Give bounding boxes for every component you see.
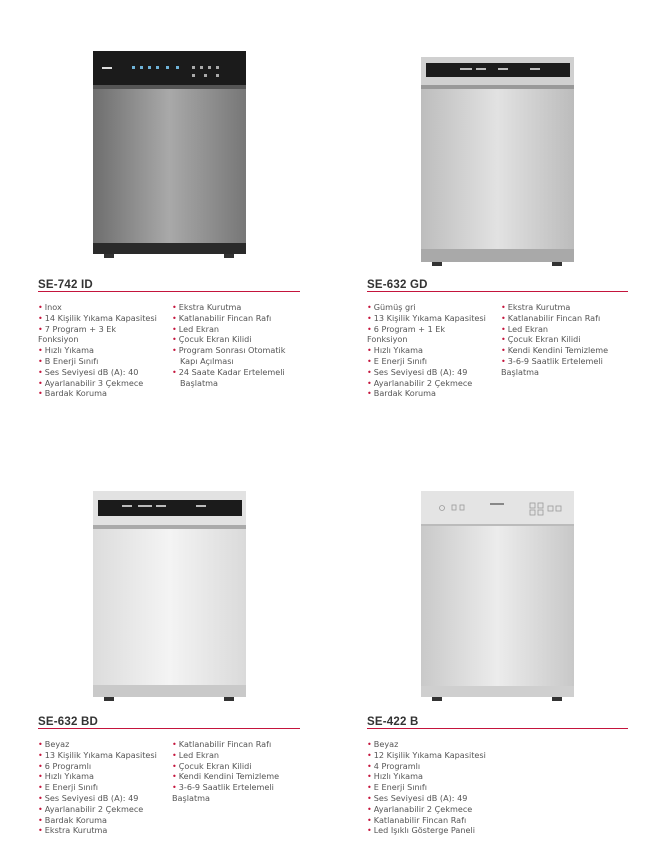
feature-list-right xyxy=(501,302,608,378)
feature-item: • Katlanabilir Fincan Rafı xyxy=(172,739,272,749)
feature-list-right xyxy=(172,739,279,804)
feature-item-continued: Başlatma xyxy=(180,377,218,388)
feature-item: • Beyaz xyxy=(367,739,399,749)
feature-item: • 14 Kişilik Yıkama Kapasitesi xyxy=(38,312,157,323)
feature-item: • Ekstra Kurutma xyxy=(172,302,242,312)
dishwasher-image xyxy=(420,490,576,704)
feature-item: • Katlanabilir Fincan Rafı xyxy=(172,312,272,323)
feature-item: • Kendi Kendini Temizleme xyxy=(501,345,609,356)
feature-item-continued: Kapı Açılması xyxy=(180,355,234,366)
feature-item: • Ses Seviyesi dB (A): 40 xyxy=(38,366,139,377)
feature-item: • 4 Programlı xyxy=(367,760,421,771)
feature-item: • 3-6-9 Saatlik Ertelemeli xyxy=(172,782,274,793)
feature-item: • 24 Saate Kadar Ertelemeli xyxy=(172,366,285,377)
feature-item-continued: Fonksiyon xyxy=(38,334,79,345)
feature-item: • Katlanabilir Fincan Rafı xyxy=(501,312,601,323)
feature-item: • 13 Kişilik Yıkama Kapasitesi xyxy=(367,312,486,323)
feature-item: • Çocuk Ekran Kilidi xyxy=(172,334,252,345)
feature-item: • Led Işıklı Gösterge Paneli xyxy=(367,825,476,836)
feature-item: • Gümüş gri xyxy=(367,302,416,312)
title-underline xyxy=(367,728,628,729)
product-name: SE-632 BD xyxy=(38,716,98,728)
feature-item-continued: Fonksiyon xyxy=(367,334,408,345)
feature-item: • Ses Seviyesi dB (A): 49 xyxy=(38,792,139,803)
product-name: SE-422 B xyxy=(367,716,419,728)
feature-item: • Ayarlanabilir 2 Çekmece xyxy=(38,803,144,814)
feature-item: • 12 Kişilik Yıkama Kapasitesi xyxy=(367,749,486,760)
feature-item: • Çocuk Ekran Kilidi xyxy=(172,760,252,771)
feature-item: • Program Sonrası Otomatik xyxy=(172,345,286,356)
feature-list-left xyxy=(367,302,486,399)
feature-item: • E Enerji Sınıfı xyxy=(38,782,98,793)
feature-item: • Beyaz xyxy=(38,739,70,749)
feature-list-left xyxy=(38,739,157,836)
feature-item: • Katlanabilir Fincan Rafı xyxy=(367,814,467,825)
feature-item: • Hızlı Yıkama xyxy=(38,345,94,356)
feature-item: • Bardak Koruma xyxy=(367,388,436,399)
feature-item-continued: Başlatma xyxy=(172,792,210,803)
feature-item: • Led Ekran xyxy=(501,323,549,334)
feature-item: • 6 Program + 1 Ek xyxy=(367,323,446,334)
feature-item: • Ayarlanabilir 3 Çekmece xyxy=(38,377,144,388)
dishwasher-image xyxy=(420,56,576,268)
feature-item: • Led Ekran xyxy=(172,323,220,334)
dishwasher-image xyxy=(92,50,248,268)
feature-item: • Hızlı Yıkama xyxy=(38,771,94,782)
feature-item: • Ayarlanabilir 2 Çekmece xyxy=(367,377,473,388)
feature-item: • Led Ekran xyxy=(172,749,220,760)
feature-item: • Hızlı Yıkama xyxy=(367,345,423,356)
feature-item: • Ses Seviyesi dB (A): 49 xyxy=(367,366,468,377)
feature-item: • B Enerji Sınıfı xyxy=(38,355,99,366)
feature-item: • Çocuk Ekran Kilidi xyxy=(501,334,581,345)
feature-item: • Inox xyxy=(38,302,62,312)
feature-item: • Ayarlanabilir 2 Çekmece xyxy=(367,803,473,814)
dishwasher-image xyxy=(92,490,248,704)
feature-item: • 13 Kişilik Yıkama Kapasitesi xyxy=(38,749,157,760)
feature-list-left xyxy=(38,302,157,399)
feature-item: • Ses Seviyesi dB (A): 49 xyxy=(367,792,468,803)
feature-item: • E Enerji Sınıfı xyxy=(367,782,427,793)
feature-item: • E Enerji Sınıfı xyxy=(367,355,427,366)
feature-item: • Bardak Koruma xyxy=(38,388,107,399)
feature-item: • 6 Programlı xyxy=(38,760,92,771)
title-underline xyxy=(38,728,300,729)
feature-item: • 3-6-9 Saatlik Ertelemeli xyxy=(501,355,603,366)
feature-list-left xyxy=(367,739,486,836)
feature-item-continued: Başlatma xyxy=(501,366,539,377)
feature-list-right xyxy=(172,302,286,388)
feature-item: • Kendi Kendini Temizleme xyxy=(172,771,280,782)
product-name: SE-632 GD xyxy=(367,279,428,291)
feature-item: • 7 Program + 3 Ek xyxy=(38,323,117,334)
feature-item: • Hızlı Yıkama xyxy=(367,771,423,782)
feature-item: • Ekstra Kurutma xyxy=(38,825,108,836)
title-underline xyxy=(367,291,628,292)
product-name: SE-742 ID xyxy=(38,279,93,291)
feature-item: • Bardak Koruma xyxy=(38,814,107,825)
feature-item: • Ekstra Kurutma xyxy=(501,302,571,312)
title-underline xyxy=(38,291,300,292)
